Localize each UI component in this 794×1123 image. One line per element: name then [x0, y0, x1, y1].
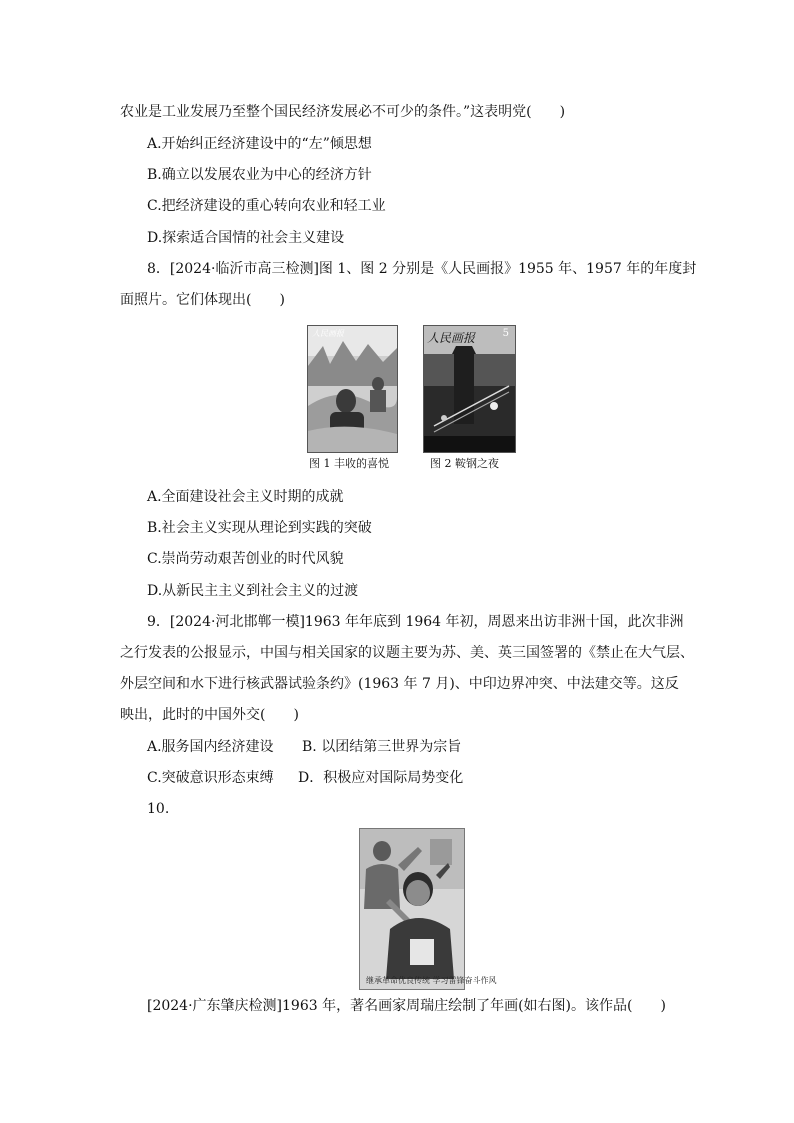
q9-stem-line1: 9．[2024·河北邯郸一模]1963 年年底到 1964 年初，周恩来出访非洲十国，此次非洲	[147, 614, 684, 630]
q10-stem: [2024·广东肇庆检测]1963 年，著名画家周瑞庄绘制了年画(如右图)。该作品( )	[147, 998, 666, 1014]
figure-2-steel-night-photo	[423, 325, 516, 453]
q7-option-c: C.把经济建设的重心转向农业和轻工业	[147, 198, 386, 214]
q8-option-c: C.崇尚劳动艰苦创业的时代风貌	[147, 551, 344, 567]
fig2-caption: 图 2 鞍钢之夜	[430, 457, 499, 470]
q9-option-d: D．积极应对国际局势变化	[298, 770, 464, 786]
q10-poster-image	[359, 828, 497, 990]
fig1-masthead: 人民画报	[312, 329, 344, 338]
poster-caption: 继承革命优良传统 学习雷锋奋斗作风	[366, 976, 497, 985]
q9-option-a: A.服务国内经济建设	[147, 739, 274, 755]
q7-option-d: D.探索适合国情的社会主义建设	[147, 230, 345, 246]
q10-number: 10.	[147, 801, 170, 817]
q8-option-b: B.社会主义实现从理论到实践的突破	[147, 520, 372, 536]
q7-stem-tail: 农业是工业发展乃至整个国民经济发展必不可少的条件。”这表明党( )	[120, 104, 566, 120]
harvest-photo-image	[308, 326, 397, 452]
q7-option-b: B.确立以发展农业为中心的经济方针	[147, 167, 372, 183]
q8-option-d: D.从新民主主义到社会主义的过渡	[147, 583, 359, 599]
figure-1-harvest-photo	[307, 325, 398, 453]
q9-stem-line3: 外层空间和水下进行核武器试验条约》(1963 年 7 月)、中印边界冲突、中法建交等。这反	[120, 676, 679, 692]
q8-stem-line2: 面照片。它们体现出( )	[120, 292, 285, 308]
q9-stem-line4: 映出，此时的中国外交( )	[120, 707, 299, 723]
q9-option-c: C.突破意识形态束缚	[147, 770, 274, 786]
q9-stem-line2: 之行发表的公报显示，中国与相关国家的议题主要为苏、美、英三国签署的《禁止在大气层、	[120, 645, 694, 661]
q7-option-a: A.开始纠正经济建设中的“左”倾思想	[147, 136, 372, 152]
q9-option-b: B. 以团结第三世界为宗旨	[302, 739, 462, 755]
q8-option-a: A.全面建设社会主义时期的成就	[147, 489, 344, 505]
fig2-issue-number: 5	[502, 328, 509, 339]
fig2-masthead: 人民画报	[427, 331, 476, 345]
fig1-caption: 图 1 丰收的喜悦	[309, 457, 389, 470]
q8-stem-line1: 8．[2024·临沂市高三检测]图 1、图 2 分别是《人民画报》1955 年、1957 年的年度封	[147, 261, 697, 277]
lei-feng-poster-illustration	[360, 829, 464, 989]
